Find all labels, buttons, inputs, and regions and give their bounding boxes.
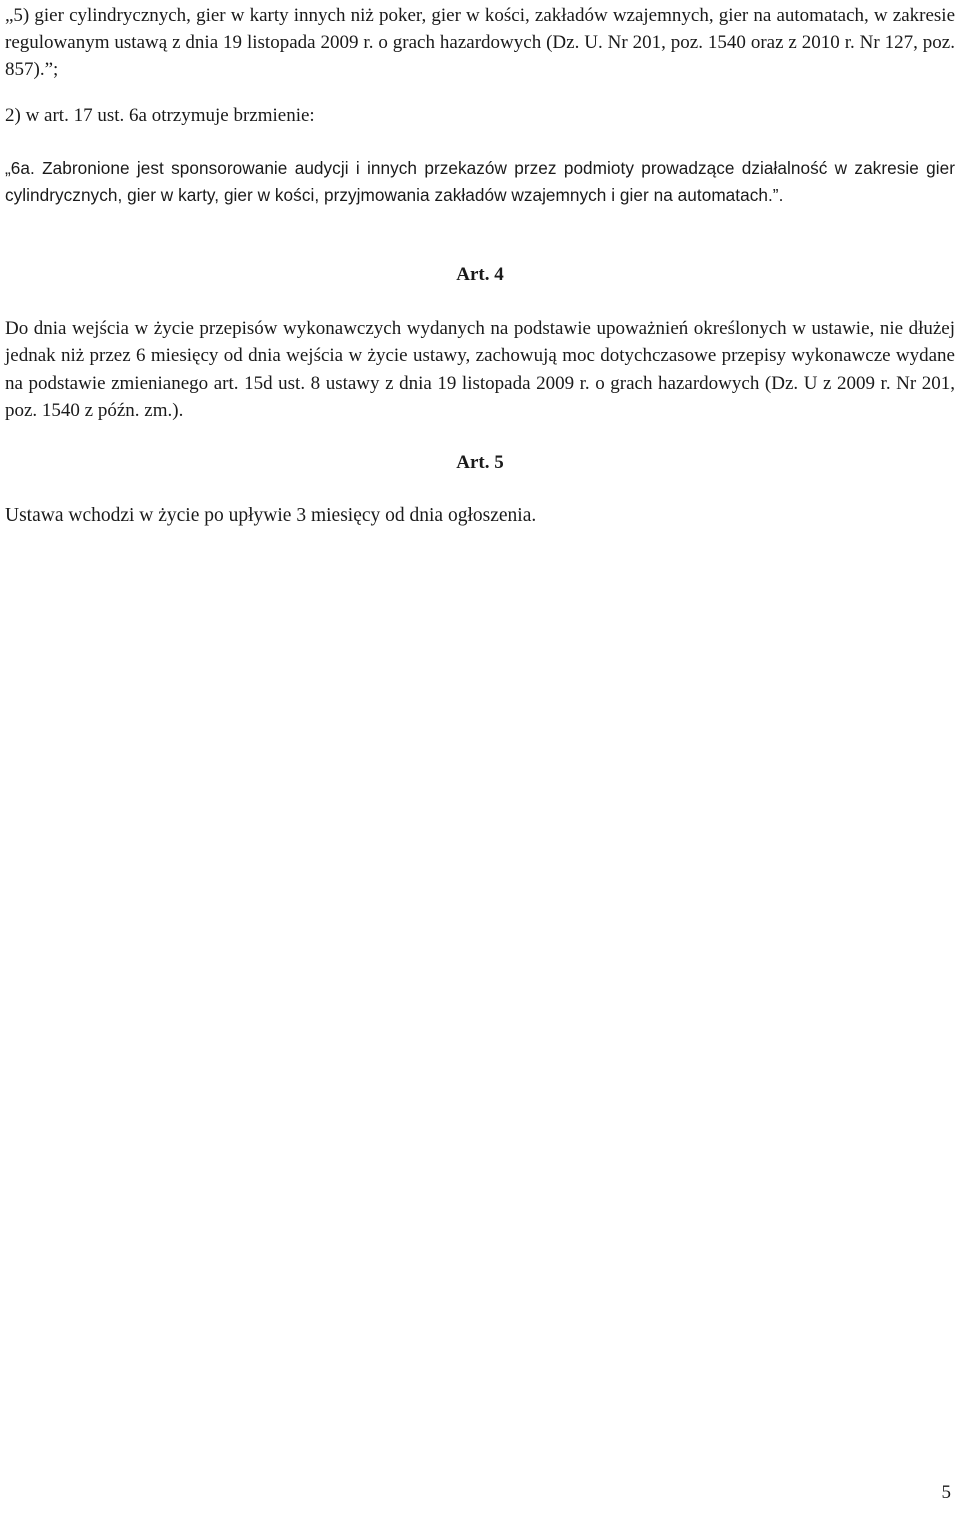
document-page [5, 0, 955, 1513]
article-5-text: Ustawa wchodzi w życie po upływie 3 miesięcy od dnia ogłoszenia. [5, 505, 537, 526]
article-4-text: Do dnia wejścia w życie przepisów wykonawczych wydanych na podstawie upoważnień określonych w ustawie, nie dłużej jednak niż przez 6 miesięcy od dnia wejścia w życie ustawy, zachowują moc dotychczasowe przepisy wykonawcze wydane na podstawie zmienianego art. 15d ust. 8 ustawy z dnia 19 listopada 2009 r. o grach hazardowych (Dz. U z 2009 r. Nr 201, poz. 1540 z późn. zm.). [5, 318, 955, 421]
article-5-heading: Art. 5 [456, 452, 504, 473]
amendment-point-5-paragraph: „5) gier cylindrycznych, gier w karty innych niż poker, gier w kości, zakładów wzajemnych, gier na automatach, w zakresie regulowanym ustawą z dnia 19 listopada 2009 r. o grach hazardowych (Dz. U. Nr 201, poz. 1540 oraz z 2010 r. Nr 127, poz. 857).”; [5, 5, 955, 80]
article-4-heading: Art. 4 [456, 264, 504, 285]
page-number: 5 [941, 1482, 951, 1503]
amendment-point-2-line: 2) w art. 17 ust. 6a otrzymuje brzmienie: [5, 105, 315, 126]
paragraph-6a: „6a. Zabronione jest sponsorowanie audycji i innych przekazów przez podmioty prowadzące działalność w zakresie gier cylindrycznych, gier w karty, gier w kości, przyjmowania zakładów wzajemnych i gier na automatach.”. [5, 158, 955, 205]
